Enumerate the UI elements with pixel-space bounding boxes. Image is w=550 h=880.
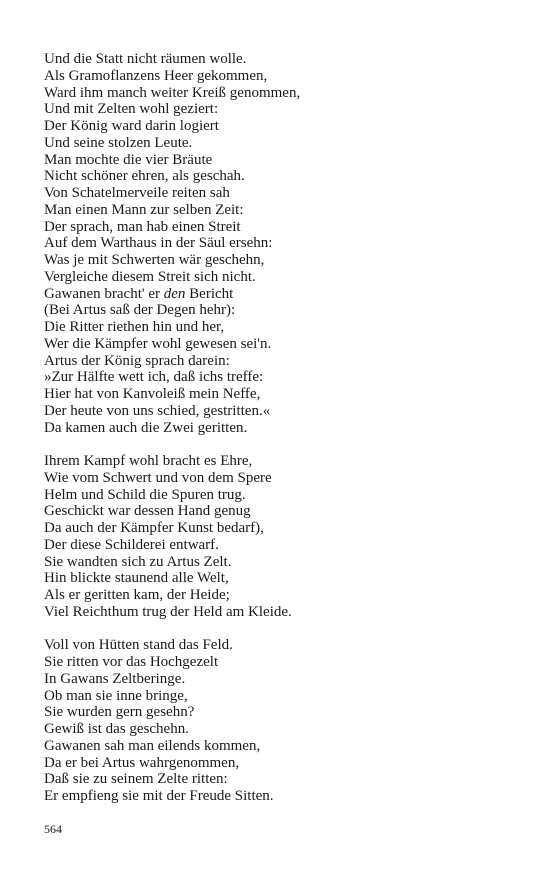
stanza — [44, 453, 524, 621]
verse-line: Er empfieng sie mit der Freude Sitten. — [44, 788, 274, 804]
verse-line-part: Bericht — [185, 285, 234, 302]
verse-line: Was je mit Schwerten wär geschehn, — [44, 252, 265, 268]
verse-line: Wer die Kämpfer wohl gewesen sei'n. — [44, 335, 272, 352]
verse-line: Geschickt war dessen Hand genug — [44, 503, 251, 520]
stanza — [44, 637, 524, 805]
verse-line: Daß sie zu seinem Zelte ritten: — [44, 771, 228, 788]
verse-line: Da kamen auch die Zwei geritten. — [44, 419, 248, 436]
verse-line: Da auch der Kämpfer Kunst bedarf), — [44, 520, 264, 536]
verse-line: Der sprach, man hab einen Streit — [44, 218, 241, 235]
verse-line: »Zur Hälfte wett ich, daß ichs treffe: — [44, 369, 264, 386]
verse-line: Hin blickte staunend alle Welt, — [44, 570, 229, 587]
verse-line: Sie ritten vor das Hochgezelt — [44, 654, 219, 670]
verse-line: Der diese Schilderei entwarf. — [44, 536, 219, 553]
verse-line: Von Schatelmerveile reiten sah — [44, 185, 230, 201]
verse-line: Viel Reichthum trug der Held am Kleide. — [44, 603, 292, 620]
verse-line: Und die Statt nicht räumen wolle. — [44, 51, 247, 67]
verse-line: Der heute von uns schied, gestritten.« — [44, 402, 271, 419]
verse-line: Gewiß ist das geschehn. — [44, 721, 189, 737]
verse-line: (Bei Artus saß der Degen hehr): — [44, 302, 236, 319]
verse-line: Wie vom Schwert und von dem Spere — [44, 469, 272, 486]
verse-line: Der König ward darin logiert — [44, 118, 219, 134]
page-number: 564 — [44, 822, 62, 836]
verse-line: Als er geritten kam, der Heide; — [44, 587, 230, 603]
verse-line: Man mochte die vier Bräute — [44, 151, 213, 168]
verse-line: Da er bei Artus wahrgenommen, — [44, 754, 240, 771]
verse-line: Hier hat von Kanvoleiß mein Neffe, — [44, 386, 261, 402]
verse-line: Vergleiche diesem Streit sich nicht. — [44, 268, 256, 285]
verse-line: Und seine stolzen Leute. — [44, 134, 193, 151]
verse-line: Auf dem Warthaus in der Säul ersehn: — [44, 235, 273, 252]
poem-text — [44, 51, 524, 805]
verse-line-part: Gawanen bracht' er — [44, 285, 164, 302]
stanza — [44, 51, 524, 436]
verse-line: Ihrem Kampf wohl bracht es Ehre, — [44, 453, 253, 469]
verse-line: Ward ihm manch weiter Kreiß genommen, — [44, 84, 301, 101]
verse-line: Die Ritter riethen hin und her, — [44, 319, 225, 335]
verse-line: Gawanen sah man eilends kommen, — [44, 737, 261, 754]
verse-line: Als Gramoflanzens Heer gekommen, — [44, 67, 268, 84]
verse-line: Nicht schöner ehren, als geschah. — [44, 168, 245, 185]
verse-line: Sie wandten sich zu Artus Zelt. — [44, 553, 232, 570]
verse-line: Und mit Zelten wohl geziert: — [44, 101, 219, 118]
verse-line: Voll von Hütten stand das Feld. — [44, 637, 233, 654]
verse-line: Ob man sie inne bringe, — [44, 687, 188, 704]
verse-line: Sie wurden gern gesehn? — [44, 704, 195, 721]
verse-line: Helm und Schild die Spuren trug. — [44, 486, 246, 503]
verse-line: In Gawans Zeltberinge. — [44, 670, 186, 687]
verse-line: Artus der König sprach darein: — [44, 352, 230, 369]
verse-line — [44, 286, 524, 303]
emphasized-word: den — [163, 285, 186, 302]
verse-line: Man einen Mann zur selben Zeit: — [44, 201, 244, 218]
